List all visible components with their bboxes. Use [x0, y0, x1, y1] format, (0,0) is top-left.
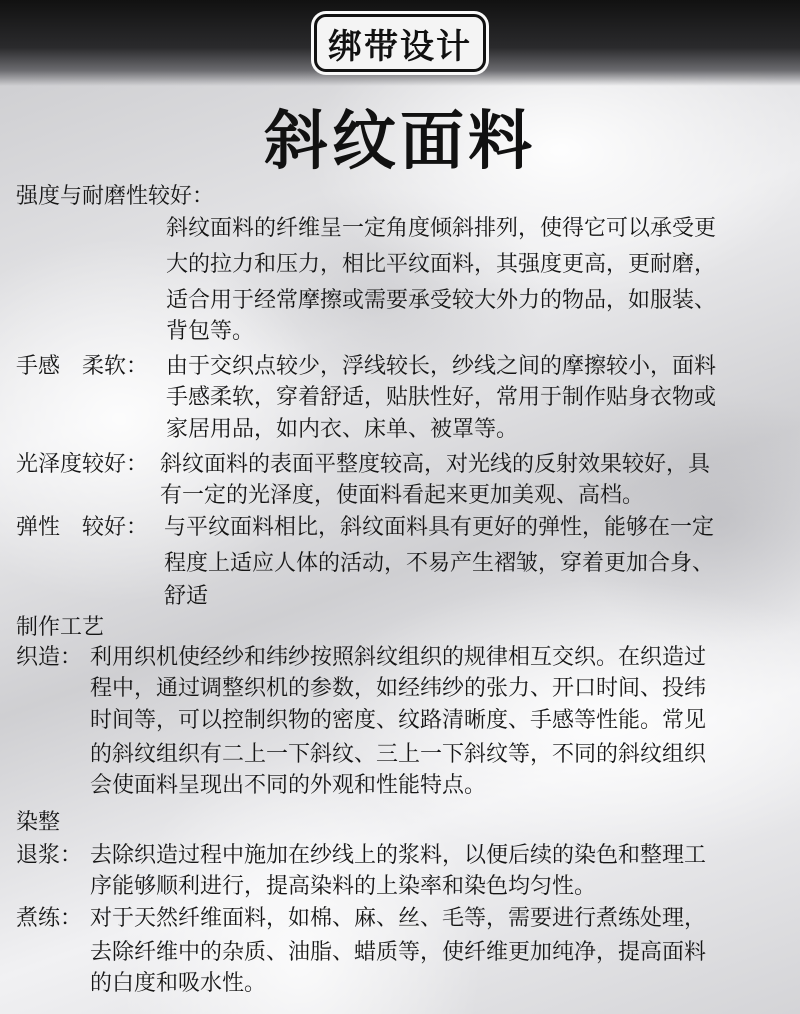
weaving-line: 会使面料呈现出不同的外观和性能特点。 — [90, 773, 487, 798]
elasticity-line: 与平纹面料相比，斜纹面料具有更好的弹性，能够在一定 — [164, 515, 715, 540]
strength-line: 适合用于经常摩擦或需要承受较大外力的物品，如服装、 — [166, 288, 717, 313]
strength-heading: 强度与耐磨性较好： — [16, 184, 215, 209]
hand-feel-line: 由于交织点较少，浮线较长，纱线之间的摩擦较小，面料 — [166, 354, 717, 379]
scouring-label: 煮练： — [16, 906, 83, 931]
desizing-line: 序能够顺利进行，提高染料的上染率和染色均匀性。 — [90, 874, 597, 899]
weaving-label: 织造： — [16, 645, 83, 670]
weaving-line: 的斜纹组织有二上一下斜纹、三上一下斜纹等，不同的斜纹组织 — [90, 742, 707, 767]
scouring-line: 对于天然纤维面料，如棉、麻、丝、毛等，需要进行煮练处理， — [90, 906, 707, 931]
section-badge: 绑带设计 — [314, 14, 486, 72]
luster-label: 光泽度较好： — [16, 452, 149, 477]
luster-line: 斜纹面料的表面平整度较高，对光线的反射效果较好，具 — [160, 452, 711, 477]
desizing-line: 去除织造过程中施加在纱线上的浆料，以便后续的染色和整理工 — [90, 843, 707, 868]
craft-heading: 制作工艺 — [16, 615, 105, 640]
strength-line: 斜纹面料的纤维呈一定角度倾斜排列，使得它可以承受更 — [166, 216, 717, 241]
weaving-line: 时间等，可以控制织物的密度、纹路清晰度、手感等性能。常见 — [90, 708, 707, 733]
strength-line: 大的拉力和压力，相比平纹面料，其强度更高，更耐磨， — [166, 252, 717, 277]
page-title: 斜纹面料 — [264, 105, 536, 179]
hand-feel-line: 手感柔软，穿着舒适，贴肤性好，常用于制作贴身衣物或 — [166, 385, 717, 410]
luster-line: 有一定的光泽度，使面料看起来更加美观、高档。 — [160, 483, 645, 508]
elasticity-line: 舒适 — [164, 584, 209, 609]
hand-feel-line: 家居用品，如内衣、床单、被罩等。 — [166, 417, 519, 442]
elasticity-label: 弹性 较好： — [16, 515, 149, 540]
scouring-line: 去除纤维中的杂质、油脂、蜡质等，使纤维更加纯净，提高面料 — [90, 940, 707, 965]
desizing-label: 退浆： — [16, 843, 83, 868]
header-band — [0, 0, 800, 86]
dyeing-heading: 染整 — [16, 810, 61, 835]
weaving-line: 利用织机使经纱和纬纱按照斜纹组织的规律相互交织。在织造过 — [90, 645, 707, 670]
weaving-line: 程中，通过调整织机的参数，如经纬纱的张力、开口时间、投纬 — [90, 676, 707, 701]
scouring-line: 的白度和吸水性。 — [90, 971, 267, 996]
elasticity-line: 程度上适应人体的活动，不易产生褶皱，穿着更加合身、 — [164, 551, 715, 576]
hand-feel-label: 手感 柔软： — [16, 354, 149, 379]
strength-line: 背包等。 — [166, 319, 255, 344]
